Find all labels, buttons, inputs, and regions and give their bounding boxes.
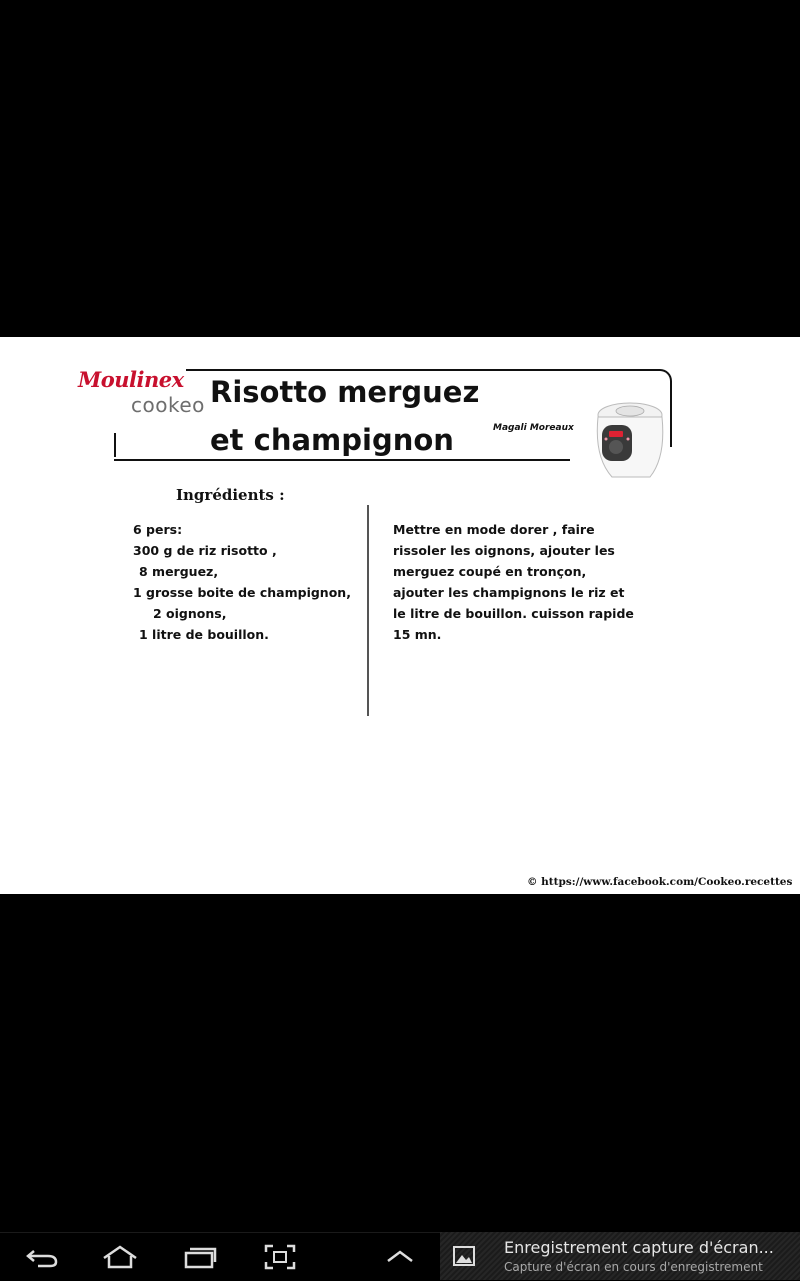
ingredient-item: 300 g de riz risotto , bbox=[133, 543, 277, 558]
home-button[interactable] bbox=[98, 1241, 142, 1273]
ingredient-item: 2 oignons, bbox=[153, 606, 227, 621]
ingredient-item: 1 grosse boite de champignon, bbox=[133, 585, 351, 600]
instruction-line: merguez coupé en tronçon, bbox=[393, 564, 587, 579]
home-icon bbox=[100, 1244, 140, 1270]
instruction-line: 15 mn. bbox=[393, 627, 442, 642]
notification-subtitle: Capture d'écran en cours d'enregistrement bbox=[504, 1260, 763, 1274]
screenshot-notification[interactable] bbox=[440, 1232, 800, 1280]
ingredient-item: 1 litre de bouillon. bbox=[139, 627, 269, 642]
ingredients-heading: Ingrédients : bbox=[176, 486, 285, 504]
instruction-line: rissoler les oignons, ajouter les bbox=[393, 543, 615, 558]
moulinex-logo: Moulinex bbox=[78, 367, 184, 392]
screenshot-button[interactable] bbox=[258, 1241, 302, 1273]
recipe-title-line2: et champignon bbox=[210, 423, 458, 457]
title-frame-left bbox=[114, 433, 116, 457]
instructions-text bbox=[393, 519, 653, 645]
recent-apps-button[interactable] bbox=[178, 1241, 222, 1273]
menu-up-button[interactable] bbox=[378, 1241, 422, 1273]
image-icon bbox=[452, 1244, 476, 1268]
column-divider bbox=[367, 505, 369, 716]
ingredient-item: 8 merguez, bbox=[139, 564, 219, 579]
recent-apps-icon bbox=[182, 1244, 218, 1270]
recipe-title-line1: Risotto merguez bbox=[210, 375, 480, 409]
copyright-url: © https://www.facebook.com/Cookeo.recettes bbox=[527, 876, 793, 888]
recipe-author: Magali Moreaux bbox=[493, 423, 574, 433]
cookeo-logo: cookeo bbox=[131, 393, 205, 417]
notification-title: Enregistrement capture d'écran... bbox=[504, 1238, 774, 1257]
recipe-image bbox=[0, 337, 800, 894]
instruction-line: Mettre en mode dorer , faire bbox=[393, 522, 595, 537]
instruction-line: ajouter les champignons le riz et bbox=[393, 585, 625, 600]
screenshot-icon bbox=[262, 1243, 298, 1271]
back-icon bbox=[24, 1245, 60, 1269]
menu-up-icon bbox=[382, 1247, 418, 1267]
ingredient-item: 6 pers: bbox=[133, 522, 183, 537]
cookeo-cooker-image bbox=[584, 397, 672, 483]
ingredients-list bbox=[133, 519, 351, 645]
instruction-line: le litre de bouillon. cuisson rapide bbox=[393, 606, 634, 621]
back-button[interactable] bbox=[20, 1241, 64, 1273]
